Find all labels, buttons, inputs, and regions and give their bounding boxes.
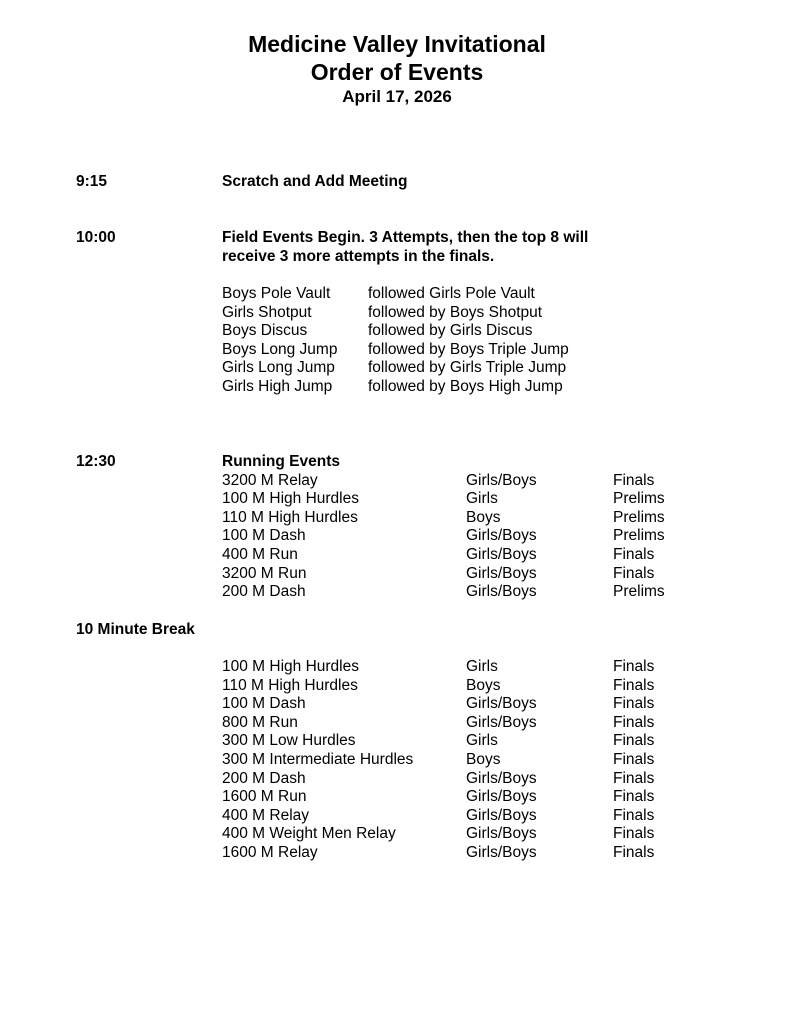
field-event-then: followed by Girls Triple Jump — [368, 359, 567, 377]
event-division: Girls/Boys — [466, 825, 537, 843]
event-division: Girls — [466, 658, 498, 675]
event-name: 100 M High Hurdles — [222, 490, 359, 508]
running-time: 12:30 — [76, 453, 116, 470]
event-division: Girls/Boys — [466, 471, 537, 489]
event-round: Finals — [613, 564, 655, 582]
field-event-then: followed Girls Pole Vault — [368, 285, 535, 302]
event-round: Finals — [613, 788, 655, 806]
event-division: Boys — [466, 751, 501, 768]
event-name: 300 M Intermediate Hurdles — [222, 751, 414, 768]
event-name: 200 M Dash — [222, 583, 306, 601]
event-round: Prelims — [613, 527, 665, 545]
break-label: 10 Minute Break — [76, 621, 195, 638]
event-round: Finals — [613, 751, 655, 768]
event-name: 100 M Dash — [222, 695, 306, 713]
running-label: Running Events — [222, 453, 340, 470]
field-event-then: followed by Girls Discus — [368, 322, 533, 340]
event-division: Girls — [466, 732, 498, 750]
field-time: 10:00 — [76, 229, 116, 246]
event-date: April 17, 2026 — [342, 87, 452, 106]
event-division: Girls/Boys — [466, 564, 537, 582]
event-name: 110 M High Hurdles — [222, 508, 358, 526]
event-round: Prelims — [613, 508, 665, 526]
event-round: Finals — [613, 471, 655, 489]
event-division: Girls/Boys — [466, 769, 537, 787]
event-round: Prelims — [613, 583, 665, 601]
event-division: Girls — [466, 490, 498, 508]
event-round: Finals — [613, 844, 655, 861]
field-event-first: Girls Long Jump — [222, 359, 335, 377]
field-event-first: Boys Discus — [222, 322, 308, 340]
event-round: Finals — [613, 713, 655, 731]
event-name: 400 M Run — [222, 545, 298, 563]
event-name: 100 M Dash — [222, 527, 306, 545]
field-event-first: Girls High Jump — [222, 378, 333, 395]
event-name: 3200 M Run — [222, 564, 307, 582]
event-round: Finals — [613, 676, 655, 694]
event-name: 110 M High Hurdles — [222, 676, 358, 694]
field-event-first: Boys Long Jump — [222, 340, 338, 358]
event-round: Prelims — [613, 490, 665, 508]
event-division: Girls/Boys — [466, 527, 537, 545]
field-description-line2: receive 3 more attempts in the finals. — [222, 248, 495, 265]
event-division: Girls/Boys — [466, 806, 537, 824]
event-division: Girls/Boys — [466, 545, 537, 563]
field-event-then: followed by Boys Triple Jump — [368, 340, 569, 358]
event-division: Girls/Boys — [466, 713, 537, 731]
field-event-then: followed by Boys Shotput — [368, 303, 543, 321]
scratch-time: 9:15 — [76, 173, 108, 190]
event-round: Finals — [613, 658, 655, 675]
field-event-then: followed by Boys High Jump — [368, 378, 563, 395]
event-name: 100 M High Hurdles — [222, 658, 359, 675]
field-event-first: Boys Pole Vault — [222, 285, 331, 302]
event-name: 1600 M Run — [222, 788, 307, 806]
event-round: Finals — [613, 825, 655, 843]
event-name: 400 M Weight Men Relay — [222, 825, 396, 843]
event-division: Girls/Boys — [466, 583, 537, 601]
event-division: Girls/Boys — [466, 695, 537, 713]
event-name: 800 M Run — [222, 713, 298, 731]
event-round: Finals — [613, 695, 655, 713]
event-division: Boys — [466, 508, 501, 526]
event-division: Boys — [466, 676, 501, 694]
event-division: Girls/Boys — [466, 788, 537, 806]
scratch-label: Scratch and Add Meeting — [222, 173, 408, 190]
document-subtitle: Order of Events — [310, 59, 484, 85]
event-round: Finals — [613, 769, 655, 787]
event-name: 3200 M Relay — [222, 471, 318, 489]
event-round: Finals — [613, 732, 655, 750]
event-division: Girls/Boys — [466, 844, 537, 861]
event-round: Finals — [613, 806, 655, 824]
document-title: Medicine Valley Invitational — [248, 31, 546, 57]
field-description-line1: Field Events Begin. 3 Attempts, then the top 8 will — [222, 229, 589, 246]
event-name: 400 M Relay — [222, 806, 310, 824]
event-name: 200 M Dash — [222, 769, 306, 787]
event-name: 300 M Low Hurdles — [222, 732, 356, 750]
event-round: Finals — [613, 545, 655, 563]
event-name: 1600 M Relay — [222, 844, 318, 861]
field-event-first: Girls Shotput — [222, 303, 312, 321]
